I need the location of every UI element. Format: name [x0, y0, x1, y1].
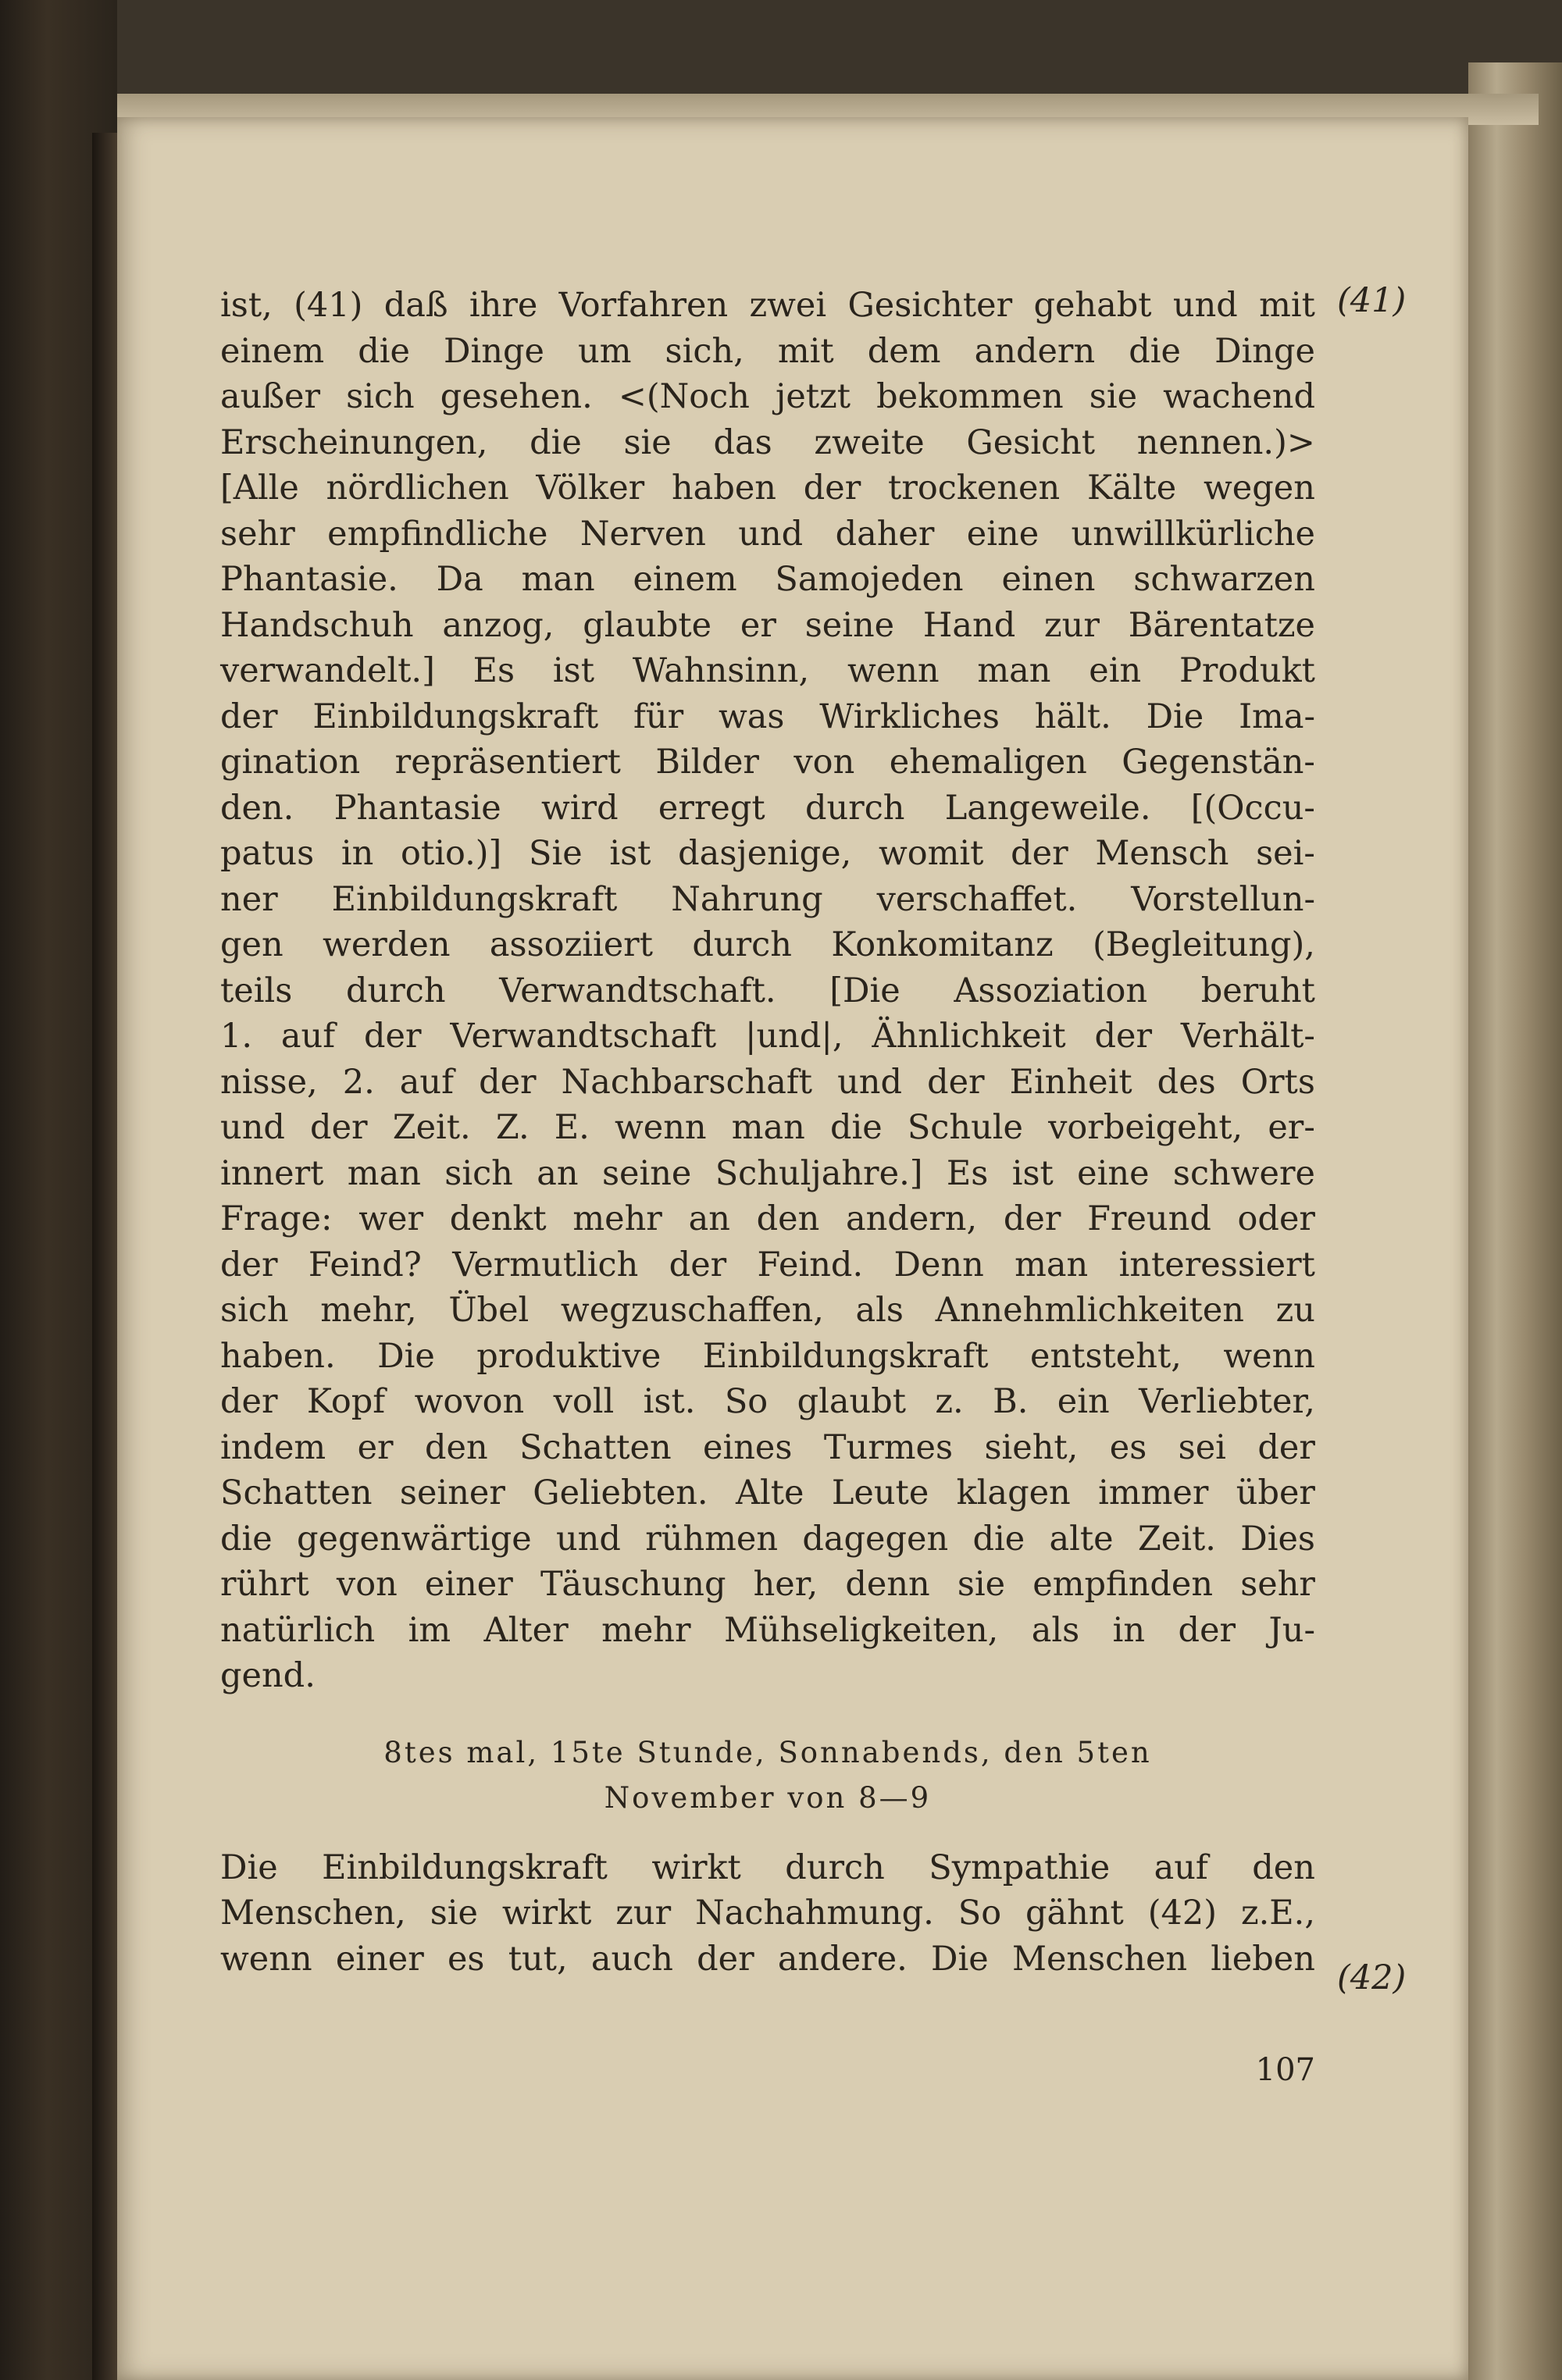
text-line: die gegenwärtige und rühmen dagegen die alte Zeit. Dies [220, 1519, 1315, 1559]
text-line: Schatten seiner Geliebten. Alte Leute klagen immer über [220, 1473, 1315, 1512]
heading-line: November von 8—9 [604, 1781, 932, 1815]
text-line: und der Zeit. Z. E. wenn man die Schule vorbeigeht, er- [220, 1108, 1315, 1147]
text-line: Handschuh anzog, glaubte er seine Hand zur Bärentatze [220, 605, 1315, 645]
text-line: patus in otio.)] Sie ist dasjenige, womit der Mensch sei- [220, 834, 1315, 873]
text-line: wenn einer es tut, auch der andere. Die Menschen lieben [220, 1939, 1315, 1979]
text-line: gen werden assoziiert durch Konkomitanz (Begleitung), [220, 925, 1315, 964]
text-line: Die Einbildungskraft wirkt durch Sympathie auf den [220, 1847, 1315, 1887]
text-line: gend. [220, 1656, 316, 1695]
section-heading [220, 1730, 1315, 1822]
paragraph-after [220, 1845, 1315, 1983]
text-line: der Feind? Vermutlich der Feind. Denn man interessiert [220, 1245, 1315, 1284]
text-line: außer sich gesehen. <(Noch jetzt bekommen sie wachend [220, 377, 1315, 416]
text-line: sehr empfindliche Nerven und daher eine unwillkürliche [220, 514, 1315, 554]
text-line: einem die Dinge um sich, mit dem andern die Dinge [220, 331, 1315, 371]
spacer [220, 1822, 1315, 1845]
body-text [220, 283, 1315, 1982]
margin-note-42: (42) [1337, 1958, 1407, 1997]
text-line: verwandelt.] Es ist Wahnsinn, wenn man ein Produkt [220, 651, 1315, 690]
text-line: Phantasie. Da man einem Samojeden einen schwarzen [220, 560, 1315, 599]
page-number: 107 [1255, 2052, 1315, 2088]
text-line: nisse, 2. auf der Nachbarschaft und der Einheit des Orts [220, 1062, 1315, 1102]
text-line: Erscheinungen, die sie das zweite Gesicht nennen.)> [220, 422, 1315, 462]
text-line: ner Einbildungskraft Nahrung verschaffet. Vorstellun- [220, 879, 1315, 919]
text-line: gination repräsentiert Bilder von ehemaligen Gegenstän- [220, 743, 1315, 782]
book-page [117, 117, 1468, 2380]
text-line: [Alle nördlichen Völker haben der trockenen Kälte wegen [220, 469, 1315, 508]
text-line: teils durch Verwandtschaft. [Die Assoziation beruht [220, 971, 1315, 1010]
text-line: haben. Die produktive Einbildungskraft entsteht, wenn [220, 1336, 1315, 1376]
text-line: der Einbildungskraft für was Wirkliches hält. Die Ima- [220, 697, 1315, 736]
text-line: Menschen, sie wirkt zur Nachahmung. So gähnt (42) z.E., [220, 1894, 1315, 1933]
text-line: den. Phantasie wird erregt durch Langeweile. [(Occu- [220, 788, 1315, 828]
text-line: der Kopf wovon voll ist. So glaubt z. B. ein Verliebter, [220, 1382, 1315, 1421]
spine-shadow [92, 133, 120, 2380]
text-line: natürlich im Alter mehr Mühseligkeiten, als in der Ju- [220, 1610, 1315, 1650]
text-line: sich mehr, Übel wegzuschaffen, als Annehmlichkeiten zu [220, 1291, 1315, 1330]
text-line: 1. auf der Verwandtschaft |und|, Ähnlichkeit der Verhält- [220, 1017, 1315, 1056]
text-line: indem er den Schatten eines Turmes sieht, es sei der [220, 1427, 1315, 1467]
page-edges [1468, 62, 1562, 2380]
text-line: innert man sich an seine Schuljahre.] Es ist eine schwere [220, 1153, 1315, 1193]
text-line: Frage: wer denkt mehr an den andern, der Freund oder [220, 1199, 1315, 1238]
text-line: rührt von einer Täuschung her, denn sie empfinden sehr [220, 1565, 1315, 1604]
text-line: ist, (41) daß ihre Vorfahren zwei Gesichter gehabt und mit [220, 286, 1315, 325]
heading-line: 8tes mal, 15te Stunde, Sonnabends, den 5ten [383, 1735, 1152, 1769]
margin-note-41: (41) [1337, 281, 1407, 320]
paragraph-main [220, 283, 1315, 1699]
spacer [220, 1699, 1315, 1730]
